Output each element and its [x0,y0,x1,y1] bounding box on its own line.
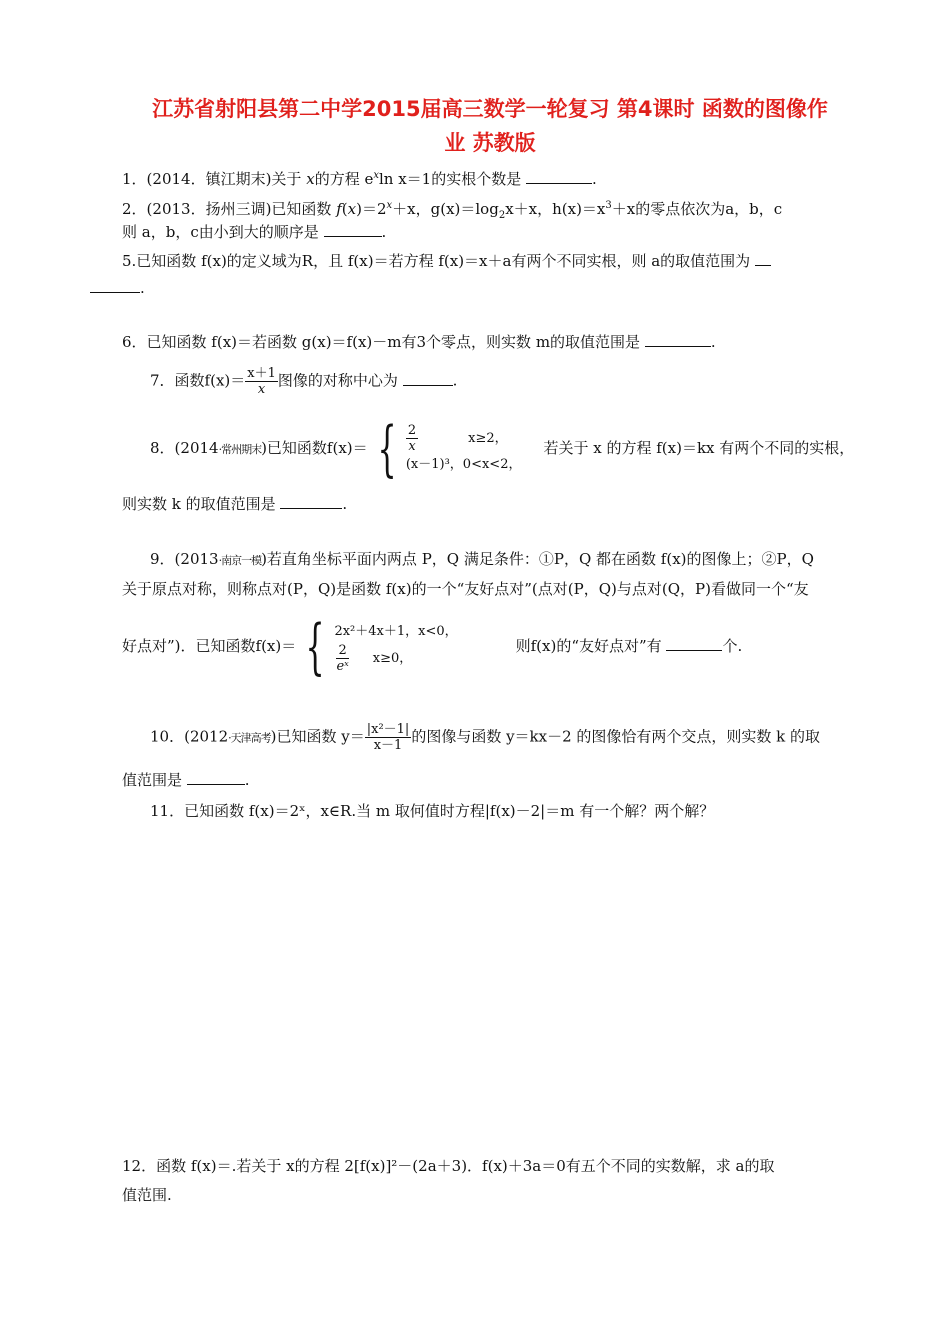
question-7: 7．函数f(x)＝ $\frac{x+1}{x}$ 图像的对称中心为 . [150,366,458,397]
answer-blank[interactable] [187,768,245,785]
fraction: $\frac{\text{|x²－1|}}{x-1}$ [366,722,410,753]
question-9: 9．(2013·南京一模)若直角坐标平面内两点 P，Q 满足条件：①P，Q 都在函数 f(x)的图像上；②P，Q [150,550,814,568]
answer-blank[interactable] [403,369,453,386]
answer-blank[interactable] [755,249,771,266]
title-line-2: 业 苏教版 [444,131,536,155]
answer-blank[interactable] [526,167,592,184]
piecewise-cases: 2x²＋4x＋1，x<0， $\frac{2}{\text{eˣ}}$ x≥0， [334,623,458,674]
question-2-line-2: 则 a，b，c由小到大的顺序是 . [122,220,386,243]
question-6: 6．已知函数 f(x)＝若函数 g(x)＝f(x)－m有3个零点，则实数 m的取值范围是 . [122,330,716,353]
fraction: $\frac{x+1}{x}$ [247,366,276,397]
question-9-line-2: 关于原点对称，则称点对(P，Q)是函数 f(x)的一个“友好点对”(点对(P，Q)与点对(Q，P)看做同一个“友 [122,580,809,598]
answer-blank[interactable] [90,276,140,293]
page-title [110,92,870,160]
question-5-line-2: . [90,276,145,299]
question-8: 8．(2014·常州期末)已知函数f(x)＝ { $\frac{2}{x}$ x≥2， (x－1)³，0<x<2， 若关于 x 的方程 f(x)＝kx 有两个不同的实根， [150,414,855,484]
question-9-line-3: 好点对”)．已知函数f(x)＝ { 2x²＋4x＋1，x<0， $\frac{2}{\text{eˣ}}$ x≥0， 则f(x)的“友好点对”有 个. [122,612,743,682]
question-2: 2．(2013．扬州三调)已知函数 $f(x)=2^x+x$，$g(x)=\log_2x+x$，$h(x)=x^3+x$的零点依次为a，b，c [122,200,783,221]
question-12: 12．函数 f(x)＝.若关于 x的方程 2[f(x)]²－(2a＋3)．f(x)＋3a＝0有五个不同的实数解，求 a的取 [122,1157,775,1175]
question-10-line-2: 值范围是 . [122,768,250,791]
answer-blank[interactable] [645,330,711,347]
answer-blank[interactable] [324,220,382,237]
source-stamp: ·天津高考 [228,731,271,745]
question-1: 1．(2014．镇江期末)关于 x的方程 $e^x\ln$ x＝1的实根个数是 . [122,165,597,190]
question-11: 11．已知函数 f(x)＝2ˣ，x∈R.当 m 取何值时方程|f(x)－2|＝m 有一个解？两个解？ [150,802,715,820]
question-8-line-2: 则实数 k 的取值范围是 . [122,492,347,515]
source-stamp: ·南京一模 [218,554,262,567]
piecewise-cases: $\frac{2}{x}$ x≥2， (x－1)³，0<x<2， [405,422,522,472]
answer-blank[interactable] [666,634,722,651]
question-5: 5.已知函数 f(x)的定义域为R，且 f(x)＝若方程 f(x)＝x＋a有两个不同实根，则 a的取值范围为 [122,249,771,272]
question-12-line-2: 值范围. [122,1186,172,1204]
source-stamp: ·常州期末 [218,443,262,456]
title-line-1: 江苏省射阳县第二中学2015届高三数学一轮复习 第4课时 函数的图像作 [152,97,828,121]
answer-blank[interactable] [280,492,342,509]
question-10: 10．(2012·天津高考)已知函数 y＝ $\frac{\text{|x²－1|}}{x-1}$ 的图像与函数 y＝kx－2 的图像恰有两个交点，则实数 k 的取 [150,722,821,753]
